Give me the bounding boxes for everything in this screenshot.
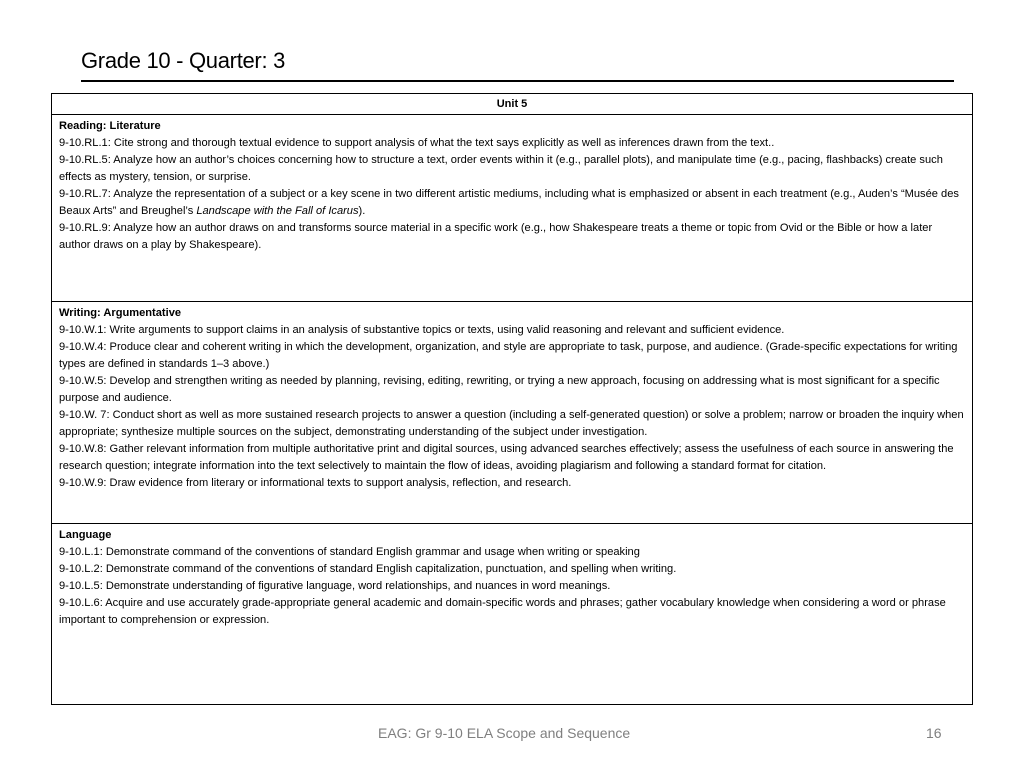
- page-title: Grade 10 - Quarter: 3: [81, 48, 286, 73]
- standard-l5: 9-10.L.5: Demonstrate understanding of figurative language, word relationships, and nuances in word meanings.: [59, 580, 611, 592]
- section-heading: Reading: Literature: [59, 120, 161, 132]
- standard-rl7-text: 9-10.RL.7: Analyze the representation of a subject or a key scene in two different artistic mediums, including what is emphasized or absent in each treatment (e.g., Auden’s “Musée des Beaux Arts” and Breughel’s: [59, 188, 959, 217]
- standard-rl7-end: ).: [358, 205, 366, 217]
- standard-rl7: [59, 186, 966, 220]
- footer-text: EAG: Gr 9-10 ELA Scope and Sequence: [378, 725, 631, 741]
- standard-w7: 9-10.W. 7: Conduct short as well as more sustained research projects to answer a question (including a self-generated question) or solve a problem; narrow or broaden the inquiry when appropriate; synthesize multiple sources on the subject, demonstrating understanding of the subject under investigation.: [59, 409, 964, 438]
- standard-rl9: 9-10.RL.9: Analyze how an author draws on and transforms source material in a specific work (e.g., how Shakespeare treats a theme or topic from Ovid or the Bible or how a later author draws on a play by Shakespeare).: [59, 222, 933, 251]
- standard-w5: 9-10.W.5: Develop and strengthen writing as needed by planning, revising, editing, rewriting, or trying a new approach, focusing on addressing what is most significant for a specific purpose and audience.: [59, 375, 940, 404]
- standard-l1: 9-10.L.1: Demonstrate command of the conventions of standard English grammar and usage when writing or speaking: [59, 546, 640, 558]
- reading-literature-section: [52, 115, 972, 302]
- section-heading: Language: [59, 529, 112, 541]
- title-underline: [81, 80, 954, 82]
- writing-argumentative-section: [52, 302, 972, 524]
- standard-w4: 9-10.W.4: Produce clear and coherent writing in which the development, organization, and style are appropriate to task, purpose, and audience. (Grade-specific expectations for writing types are defined in standards 1–3 above.): [59, 341, 958, 370]
- standard-rl1: 9-10.RL.1: Cite strong and thorough textual evidence to support analysis of what the text says explicitly as well as inferences drawn from the text..: [59, 137, 775, 149]
- page-number: 16: [926, 725, 942, 741]
- standard-w8: 9-10.W.8: Gather relevant information from multiple authoritative print and digital sources, using advanced searches effectively; assess the usefulness of each source in answering the research question; integrate information into the text selectively to maintain the flow of ideas, avoiding plagiarism and following a standard format for citation.: [59, 443, 954, 472]
- standard-l6: 9-10.L.6: Acquire and use accurately grade-appropriate general academic and domain-specific words and phrases; gather vocabulary knowledge when considering a word or phrase important to comprehension or expression.: [59, 597, 946, 626]
- artwork-title: Landscape with the Fall of Icarus: [196, 205, 359, 217]
- section-heading: Writing: Argumentative: [59, 307, 182, 319]
- standard-w9: 9-10.W.9: Draw evidence from literary or informational texts to support analysis, reflection, and research.: [59, 477, 572, 489]
- standard-w1: 9-10.W.1: Write arguments to support claims in an analysis of substantive topics or texts, using valid reasoning and relevant and sufficient evidence.: [59, 324, 785, 336]
- standard-rl5: 9-10.RL.5: Analyze how an author’s choices concerning how to structure a text, order events within it (e.g., parallel plots), and manipulate time (e.g., pacing, flashbacks) create such effects as mystery, tension, or surprise.: [59, 154, 943, 183]
- standard-l2: 9-10.L.2: Demonstrate command of the conventions of standard English capitalization, punctuation, and spelling when writing.: [59, 563, 677, 575]
- unit-table: [51, 93, 973, 705]
- language-section: [52, 524, 972, 704]
- unit-header: Unit 5: [52, 94, 972, 115]
